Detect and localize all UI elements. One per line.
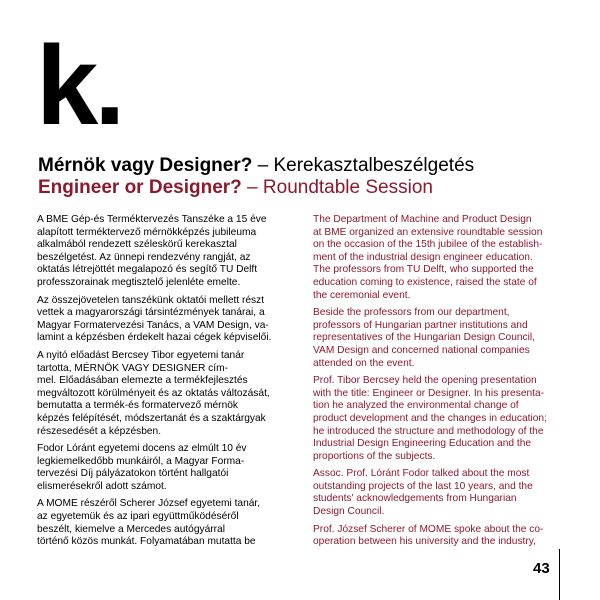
text-line: the ceremonial event. — [313, 289, 411, 301]
text-line: tartotta, MÉRNÖK VAGY DESIGNER cím- — [37, 362, 228, 374]
text-line: Industrial Design Engineering Education and the — [313, 438, 532, 450]
text-line: A nyitó előadást Bercsey Tibor egyetemi tanár — [37, 349, 245, 361]
text-line: beszélgetést. Az ünnepi rendezvény rangját, az — [37, 251, 251, 263]
english-paragraph — [313, 307, 563, 370]
text-line: proportions of the subjects. — [313, 450, 436, 462]
text-line: Magyar Formatervezési Tanács, a VAM Design, va- — [37, 319, 269, 331]
title-hungarian-rest: – Kerekasztalbeszélgetés — [252, 155, 475, 176]
text-line: he introduced the structure and methodology of the — [313, 425, 544, 437]
text-line: representatives of the Hungarian Design Council, — [313, 332, 535, 344]
text-line: VAM Design and concerned national companies — [313, 344, 530, 356]
text-line: Assoc. Prof. Lóránt Fodor talked about the most — [313, 468, 530, 480]
text-line: mel. Előadásában elemezte a termékfejlesztés — [37, 375, 248, 387]
text-line: A BME Gép-és Terméktervezés Tanszéke a 15 éve — [37, 214, 267, 225]
text-line: Prof. József Scherer of MOME spoke about the co- — [313, 523, 544, 535]
page-number: 43 — [533, 560, 550, 577]
text-line: A MOME részéről Scherer József egyetemi tanár, — [37, 498, 261, 510]
text-line: legkiemelkedőbb munkáiról, a Magyar Forma- — [37, 455, 245, 467]
hungarian-paragraph — [37, 443, 299, 493]
english-column — [313, 214, 563, 554]
text-line: at BME organized an extensive roundtable session — [313, 226, 543, 238]
text-line: bemutatta a termék-és formatervező mérnök — [37, 400, 238, 412]
text-line: alapított terméktervező mérnökképzés jubileuma — [37, 226, 257, 238]
text-line: részesedését a képzésben. — [37, 425, 162, 437]
hungarian-column — [37, 214, 299, 554]
english-paragraph — [313, 468, 563, 518]
text-line: attended on the event. — [313, 357, 415, 369]
title-english — [38, 177, 578, 199]
text-line: operation between his university and the industry, — [313, 536, 536, 548]
english-paragraph — [313, 524, 563, 549]
text-line: Fodor Lóránt egyetemi docens az elmúlt 10 év — [37, 443, 247, 455]
text-line: professzorainak megtisztelő jelenléte emelte. — [37, 276, 241, 288]
text-line: Az összejövetelen tanszékünk oktatói mellett részt — [37, 294, 265, 306]
hungarian-paragraph — [37, 214, 299, 290]
text-line: történő közös munkát. Folyamatában mutatta be — [37, 536, 256, 548]
text-line: Beside the professors from our department, — [313, 307, 510, 319]
text-line: The professors from TU Delft, who supported the — [313, 264, 534, 276]
english-paragraph — [313, 375, 563, 463]
article-title — [38, 155, 578, 199]
text-line: Design Council. — [313, 506, 385, 518]
text-line: product development and the changes in education; — [313, 412, 547, 424]
text-line: megváltozott körülményeit és az oktatás változását, — [37, 387, 270, 399]
hungarian-paragraph — [37, 295, 299, 345]
text-line: ment of the industrial design engineer education. — [313, 251, 533, 263]
text-line: elismerésekről adott számot. — [37, 480, 167, 492]
english-paragraph — [313, 214, 563, 302]
text-line: Prof. Tibor Bercsey held the opening presentation — [313, 375, 537, 387]
hungarian-paragraph — [37, 350, 299, 438]
hungarian-paragraph — [37, 498, 299, 548]
text-line: tion he analyzed the environmental change of — [313, 400, 519, 412]
text-line: students' acknowledgements from Hungarian — [313, 493, 517, 505]
text-line: vettek a magyarországi társintézmények tanárai, a — [37, 307, 265, 319]
title-english-bold: Engineer or Designer? — [38, 177, 242, 198]
page-number-divider — [559, 549, 560, 600]
text-line: oktatás létrejöttét megalapozó és segítő TU Delft — [37, 264, 258, 276]
text-line: beszélt, kiemelve a Mercedes autógyárral — [37, 523, 225, 535]
text-line: tervezési Díj pályázatokon történt hallgatói — [37, 468, 229, 480]
text-line: lamint a képzésben érdekelt hazai cégek képviselői. — [37, 332, 272, 344]
text-line: az egyetemük és az ipari együttműködéséről — [37, 511, 239, 523]
title-hungarian — [38, 155, 578, 177]
text-line: alkalmából rendezett széleskörű kerekasztal — [37, 239, 237, 251]
text-line: with the title: Engineer or Designer. In his presenta- — [313, 387, 545, 399]
title-english-rest: – Roundtable Session — [241, 177, 433, 198]
section-logo-k: k. — [36, 23, 122, 148]
text-line: képzés felépítését, módszertanát és a szaktárgyak — [37, 412, 266, 424]
text-line: The Department of Machine and Product Design — [313, 214, 532, 225]
title-hungarian-bold: Mérnök vagy Designer? — [38, 155, 253, 176]
text-line: outstanding projects of the last 10 years, and the — [313, 480, 533, 492]
text-line: education coming to existence, raised the state of — [313, 276, 537, 288]
text-line: on the occasion of the 15th jubilee of the establish- — [313, 239, 543, 251]
text-line: professors of Hungarian partner institutions and — [313, 319, 528, 331]
